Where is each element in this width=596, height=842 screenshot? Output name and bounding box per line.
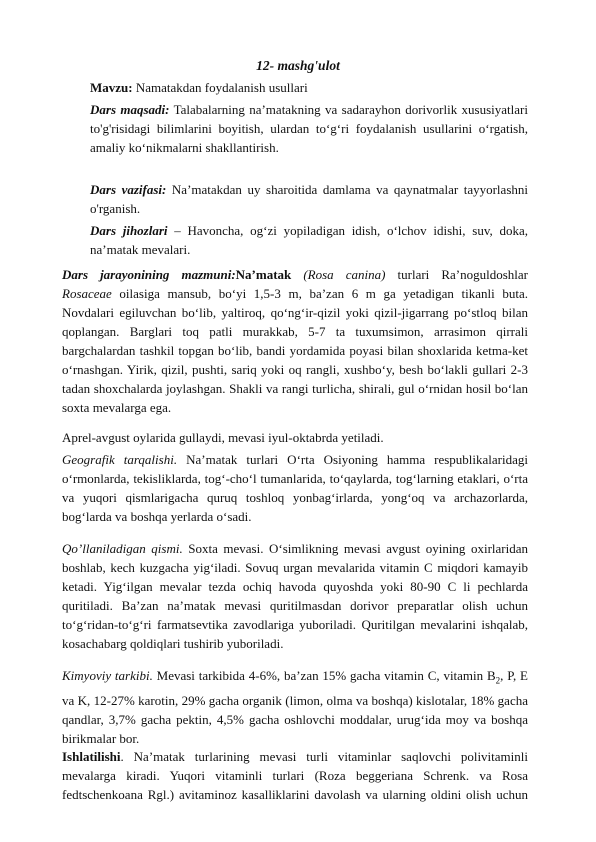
composition-text-2: , P, E va K, 12-27% karotin, 29% gacha organik (limon, olma va boshqa) kislotalar, 18% gacha qandlar, 3,7% gacha pektin, 4,5% gacha oshlovchi moddalar, urug‘ida moy va boshqa birikmalar bor. bbox=[62, 668, 528, 746]
used-part-label: Qo’llaniladigan qismi. bbox=[62, 541, 183, 556]
composition-text-1: Mevasi tarkibida 4-6%, ba’zan 15% gacha vitamin C, vitamin B bbox=[152, 668, 496, 683]
page-title: 12- mashg'ulot bbox=[256, 58, 340, 73]
equipment-text: – Havoncha, og‘zi yopiladigan idish, o‘lchov idishi, suv, doka, na’matak mevalari. bbox=[90, 223, 528, 257]
plant-name: Na’matak bbox=[235, 267, 292, 282]
distribution-label: Geografik tarqalishi. bbox=[62, 452, 178, 467]
topic-paragraph bbox=[90, 78, 528, 97]
used-part-text: Soxta mevasi. O‘simlikning mevasi avgust oyining oxirlaridan boshlab, kech kuzgacha yig‘iladi. Sovuq urgan mevalarida vitamin C miqdori kamayib ketadi. Yig‘ilgan mevalar tezda ochiq havoda quyoshda yoki 80-90 C li pechlarda quritiladi. Ba’zan na’matak mevasi quritilmasdan dorivor preparatlar olish uchun to‘g‘ridan-to‘g‘ri farmatsevtika zavodlariga yuboriladi. Quritilgan mevalarini ishqalab, kosachabarg qoldiqlari tushirib yuboriladi. bbox=[62, 541, 528, 651]
content-paragraph bbox=[62, 265, 528, 417]
composition-paragraph bbox=[62, 666, 528, 748]
content-label: Dars jarayonining mazmuni: bbox=[62, 267, 236, 282]
content-text-1: turlari Ra’noguldoshlar bbox=[385, 267, 528, 282]
task-paragraph bbox=[90, 180, 528, 218]
usage-label: Ishlatilishi bbox=[62, 749, 121, 764]
distribution-text: Na’matak turlari O‘rta Osiyoning hamma respublikalaridagi o‘rmonlarda, tekisliklarda, tog‘-cho‘l tumanlarida, to‘qaylarda, tog‘larning etaklari, o‘rta va yuqori qismlarigacha quruq toshloq yonbag‘irlarda, yong‘oq va archazorlarda, bog‘larda va boshqa yerlarda o‘sadi. bbox=[62, 452, 528, 524]
flowering-paragraph: Aprel-avgust oylarida gullaydi, mevasi iyul-oktabrda yetiladi. bbox=[62, 430, 384, 445]
usage-text: . Na’matak turlarining mevasi turli vitaminlar saqlovchi polivitaminli mevalarga kiradi. Yuqori vitaminli turlari (Roza beggeriana Schrenk. va Rosa fedtschenkoana Rgl.) avitaminoz kasalliklarini davolash va ularning oldini olish uchun bbox=[62, 749, 528, 802]
task-text: Na’matakdan uy sharoitida damlama va qaynatmalar tayyorlashni o'rganish. bbox=[90, 182, 528, 216]
family-name: Rosaceae bbox=[62, 286, 112, 301]
usage-paragraph bbox=[62, 747, 528, 804]
goal-label: Dars maqsadi: bbox=[90, 102, 170, 117]
distribution-paragraph bbox=[62, 450, 528, 526]
content-text-2: oilasiga mansub, bo‘yi 1,5-3 m, ba’zan 6 m ga yetadigan tikanli buta. Novdalari egiluvchan bo‘lib, yaltiroq, qo‘ng‘ir-qizil yoki qizil-jigarrang po‘stloq bilan qoplangan. Barglari toq patli murakkab, 5-7 ta tuxumsimon, arrasimon qirrali bargchalardan tashkil topgan bo‘lib, bandi yordamida poyasi bilan shoxlarida ketma-ket o‘rnashgan. Yirik, qizil, pushti, sariq yoki oq rangli, xushbo‘y, besh bo‘lakli gullari 2-3 tadan shoxchalarda joylashgan. Shakli va rangi turlicha, shirali, gul o‘rnidan hosil bo‘lan soxta mevalarga ega. bbox=[62, 286, 528, 415]
plant-latin-name: (Rosa canina) bbox=[291, 267, 386, 282]
composition-label: Kimyoviy tarkibi. bbox=[62, 668, 153, 683]
equipment-label: Dars jihozlari bbox=[90, 223, 168, 238]
topic-text: Namatakdan foydalanish usullari bbox=[132, 80, 308, 95]
vitamin-subscript: 2 bbox=[495, 675, 501, 686]
topic-label: Mavzu: bbox=[90, 80, 133, 95]
equipment-paragraph bbox=[90, 221, 528, 259]
goal-text: Talabalarning na’matakning va sadarayhon dorivorlik xususiyatlari to'g'risidagi bilimlarini boyitish, ulardan to‘g‘ri foydalanish usullarini o‘rgatish, amaliy ko‘nikmalarni shakllantirish. bbox=[90, 102, 528, 155]
goal-paragraph bbox=[90, 100, 528, 157]
used-part-paragraph bbox=[62, 539, 528, 653]
task-label: Dars vazifasi: bbox=[90, 182, 167, 197]
